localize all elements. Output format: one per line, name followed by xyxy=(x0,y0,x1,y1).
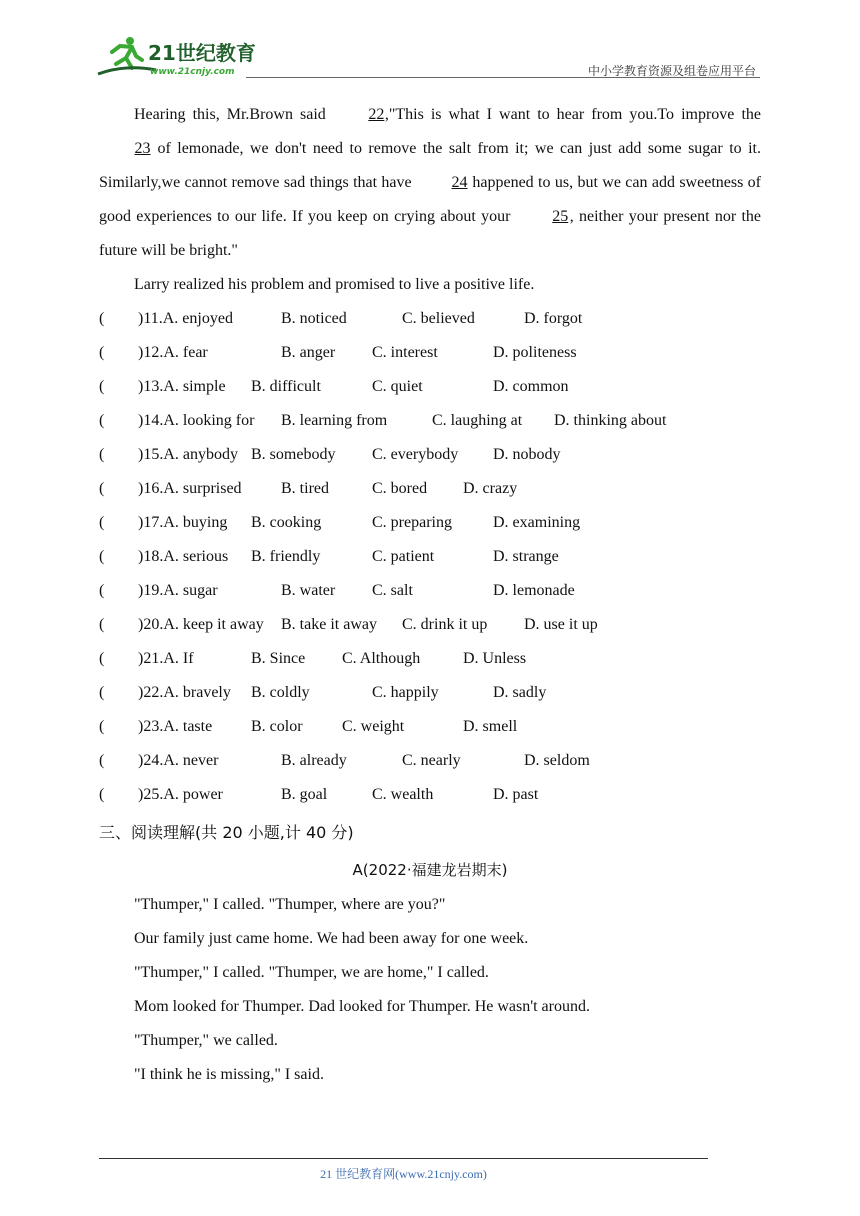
blank-23: 23 xyxy=(134,140,151,157)
option-d: D. smell xyxy=(463,718,518,735)
option-b: B. learning from xyxy=(281,412,388,429)
text-segment: Hearing this, Mr.Brown said xyxy=(134,106,333,123)
paren: ( xyxy=(99,344,105,361)
paren: ( xyxy=(99,684,105,701)
logo-url: www.21cnjy.com xyxy=(150,67,235,77)
option-b: B. anger xyxy=(281,344,336,361)
option-d: D. Unless xyxy=(463,650,527,667)
option-d: D. lemonade xyxy=(493,582,575,599)
footer-divider xyxy=(99,1158,708,1159)
option-c: C. salt xyxy=(372,582,413,599)
question-row xyxy=(99,574,761,608)
option-b: B. cooking xyxy=(251,514,322,531)
option-d: D. common xyxy=(493,378,569,395)
option-c: C. bored xyxy=(372,480,428,497)
option-d: D. sadly xyxy=(493,684,547,701)
header-divider xyxy=(246,77,760,78)
option-b: B. friendly xyxy=(251,548,321,565)
paren: ( xyxy=(99,752,105,769)
passage-paragraph-1 xyxy=(99,98,761,268)
text-segment: of lemonade, we don't need to remove the salt from it; we can just add some sugar to it. Similarly,we cannot remove sad things that have xyxy=(99,140,761,191)
paren: ( xyxy=(99,718,105,735)
option-a: )16.A. surprised xyxy=(138,480,242,497)
logo-21cnjy xyxy=(96,34,266,78)
option-c: C. interest xyxy=(372,344,438,361)
question-list xyxy=(99,302,761,812)
story-line: Mom looked for Thumper. Dad looked for Thumper. He wasn't around. xyxy=(134,998,590,1015)
option-a: )24.A. never xyxy=(138,752,219,769)
option-a: )21.A. If xyxy=(138,650,194,667)
blank-25: 25 xyxy=(552,208,569,225)
option-c: C. laughing at xyxy=(432,412,523,429)
question-row xyxy=(99,438,761,472)
option-a: )20.A. keep it away xyxy=(138,616,264,633)
option-a: )13.A. simple xyxy=(138,378,226,395)
paren: ( xyxy=(99,582,105,599)
paren: ( xyxy=(99,378,105,395)
paren: ( xyxy=(99,548,105,565)
option-a: )22.A. bravely xyxy=(138,684,231,701)
option-a: )19.A. sugar xyxy=(138,582,218,599)
question-row xyxy=(99,778,761,812)
passage-paragraph-2: Larry realized his problem and promised to live a positive life. xyxy=(134,276,535,293)
question-row xyxy=(99,336,761,370)
page-content xyxy=(99,98,761,1092)
option-c: C. believed xyxy=(402,310,475,327)
option-d: D. forgot xyxy=(524,310,583,327)
option-b: B. somebody xyxy=(251,446,336,463)
paren: ( xyxy=(99,616,105,633)
option-a: )17.A. buying xyxy=(138,514,228,531)
option-a: )14.A. looking for xyxy=(138,412,255,429)
question-row xyxy=(99,744,761,778)
footer-text: 21 世纪教育网(www.21cnjy.com) xyxy=(320,1167,487,1181)
question-row xyxy=(99,506,761,540)
option-c: C. preparing xyxy=(372,514,452,531)
option-c: C. everybody xyxy=(372,446,459,463)
paren: ( xyxy=(99,650,105,667)
option-b: B. goal xyxy=(281,786,328,803)
question-row xyxy=(99,404,761,438)
option-b: B. Since xyxy=(251,650,306,667)
passage-title: A(2022·福建龙岩期末) xyxy=(352,861,508,879)
option-d: D. politeness xyxy=(493,344,577,361)
paren: ( xyxy=(99,310,105,327)
option-b: B. tired xyxy=(281,480,329,497)
option-a: )12.A. fear xyxy=(138,344,208,361)
option-a: )11.A. enjoyed xyxy=(138,310,233,327)
option-d: D. use it up xyxy=(524,616,598,633)
option-a: )15.A. anybody xyxy=(138,446,238,463)
option-c: C. patient xyxy=(372,548,435,565)
header-platform-text: 中小学教育资源及组卷应用平台 xyxy=(587,64,756,78)
page-header xyxy=(96,30,760,78)
option-b: B. noticed xyxy=(281,310,347,327)
option-b: B. difficult xyxy=(251,378,321,395)
story-line: "I think he is missing," I said. xyxy=(134,1066,324,1083)
option-d: D. strange xyxy=(493,548,559,565)
option-b: B. water xyxy=(281,582,336,599)
paren: ( xyxy=(99,446,105,463)
question-row xyxy=(99,710,761,744)
option-b: B. coldly xyxy=(251,684,310,701)
option-c: C. quiet xyxy=(372,378,423,395)
option-d: D. examining xyxy=(493,514,581,531)
question-row xyxy=(99,608,761,642)
option-d: D. crazy xyxy=(463,480,518,497)
option-c: C. Although xyxy=(342,650,421,667)
text-segment: ,"This is what I want to hear from you.To improve the xyxy=(384,106,761,123)
question-row xyxy=(99,642,761,676)
option-b: B. take it away xyxy=(281,616,377,633)
question-row xyxy=(99,302,761,336)
option-a: )25.A. power xyxy=(138,786,223,803)
section-heading: 三、阅读理解(共 20 小题,计 40 分) xyxy=(99,823,354,842)
story-line: Our family just came home. We had been away for one week. xyxy=(134,930,529,947)
question-row xyxy=(99,540,761,574)
option-c: C. wealth xyxy=(372,786,434,803)
story-line: "Thumper," we called. xyxy=(134,1032,278,1049)
option-d: D. nobody xyxy=(493,446,561,463)
question-row xyxy=(99,676,761,710)
question-row xyxy=(99,370,761,404)
option-c: C. drink it up xyxy=(402,616,488,633)
blank-22: 22 xyxy=(368,106,385,123)
option-b: B. already xyxy=(281,752,347,769)
logo-text: 21世纪教育 xyxy=(148,41,256,65)
option-d: D. seldom xyxy=(524,752,590,769)
option-b: B. color xyxy=(251,718,303,735)
option-c: C. happily xyxy=(372,684,439,701)
paren: ( xyxy=(99,786,105,803)
blank-24: 24 xyxy=(451,174,468,191)
text-segment: happened to us, but we can add sweetness of good experiences to our life. If you keep on crying about your xyxy=(99,174,762,225)
option-a: )18.A. serious xyxy=(138,548,229,565)
story-line: "Thumper," I called. "Thumper, where are you?" xyxy=(134,896,446,913)
option-d: D. thinking about xyxy=(554,412,667,429)
story-line: "Thumper," I called. "Thumper, we are home," I called. xyxy=(134,964,489,981)
option-c: C. weight xyxy=(342,718,405,735)
question-row xyxy=(99,472,761,506)
option-d: D. past xyxy=(493,786,539,803)
option-a: )23.A. taste xyxy=(138,718,213,735)
text-segment: , neither your present nor the future will be bright." xyxy=(99,208,762,259)
paren: ( xyxy=(99,412,105,429)
paren: ( xyxy=(99,514,105,531)
option-c: C. nearly xyxy=(402,752,461,769)
paren: ( xyxy=(99,480,105,497)
